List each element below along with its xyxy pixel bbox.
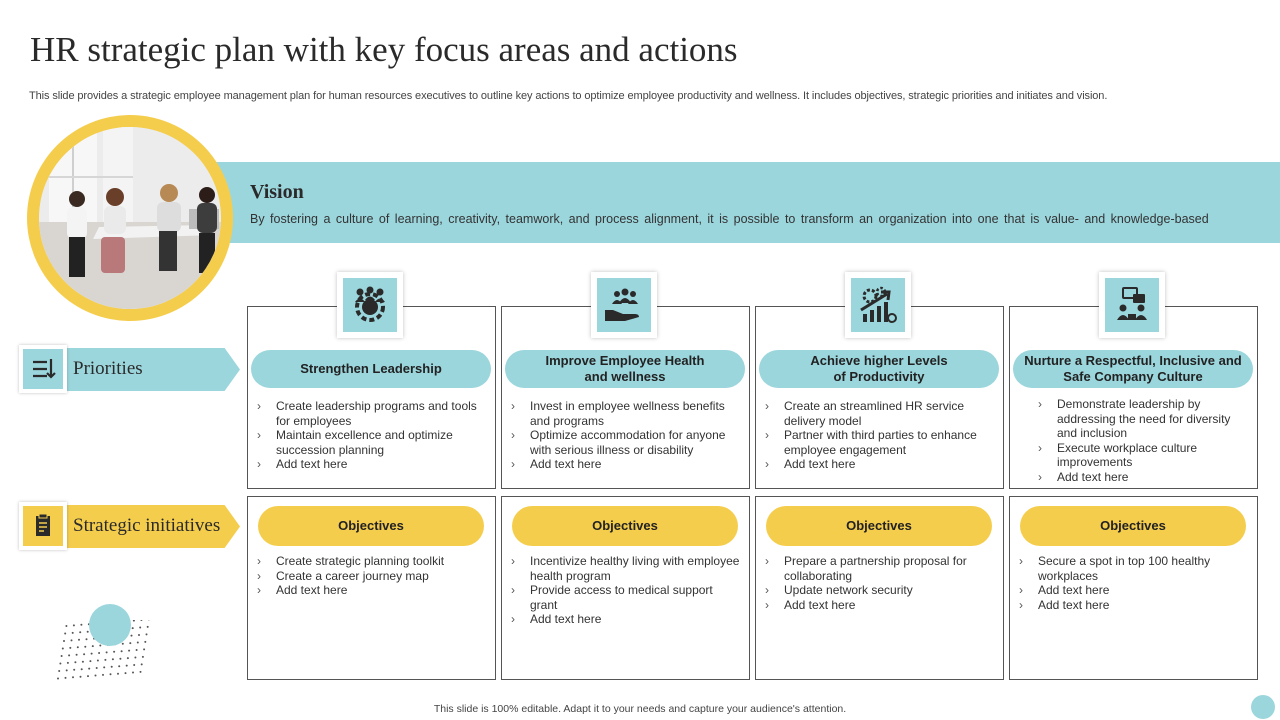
decor-dot [128,650,130,652]
priority-heading-line: and wellness [584,369,666,384]
list-item: › Create a career journey map [257,569,489,584]
decor-dot [141,663,143,665]
list-item: › Add text here [257,583,489,598]
decor-dot [133,620,135,622]
decor-dot [91,653,93,655]
corner-circle [1251,695,1275,719]
priorities-icon [29,355,57,383]
list-item: › Update network security [765,583,997,598]
decor-dot [96,667,98,669]
priority-list-1 [257,399,489,472]
team-meeting-photo [39,127,221,309]
objectives-pill-3: Objectives [766,506,992,546]
objectives-pill-2: Objectives [512,506,738,546]
list-item: › Secure a spot in top 100 healthy workplaces [1019,554,1251,583]
decor-dot [119,658,121,660]
list-item: › Add text here [765,457,997,472]
decor-dot [72,676,74,678]
priority-heading-line: Safe Company Culture [1063,369,1203,384]
clipboard-icon [29,512,57,540]
decor-dot [122,643,124,645]
list-item: › Demonstrate leadership by addressing the need for diversity and inclusion [1038,397,1250,441]
decor-dot [82,661,84,663]
priority-heading-2 [505,350,745,388]
decor-dot [126,665,128,667]
decor-dot [103,666,105,668]
decor-dot [88,668,90,670]
decor-dot [73,669,75,671]
decor-dot [86,638,88,640]
vision-band [200,162,1280,243]
list-item: › Create leadership programs and tools for employees [257,399,489,428]
priority-heading-3 [759,350,999,388]
decor-dot [74,661,76,663]
hand-people-icon [603,284,645,326]
decor-dot [83,653,85,655]
decor-dot [140,620,142,621]
decor-dot [132,672,134,674]
decor-dot [132,627,134,629]
vision-title: Vision [250,181,304,203]
priorities-icon-box [19,345,67,393]
decor-dot [102,674,104,676]
decor-dot [71,639,73,641]
decor-dot [111,666,113,668]
priority-heading-1 [251,350,491,388]
list-item: › Create an streamlined HR service delivery model [765,399,997,428]
list-item: › Maintain excellence and optimize succession planning [257,428,489,457]
objectives-pill-4: Objectives [1020,506,1246,546]
decor-dot [147,626,149,628]
decor-dot [80,624,82,626]
decor-dot [64,633,66,635]
decor-dot [73,624,75,626]
page-title: HR strategic plan with key focus areas and actions [30,30,738,69]
decor-dot [95,675,97,677]
decor-dot [139,627,141,629]
column-icon-box-2 [591,272,657,338]
decor-dot [69,647,71,649]
objective-list-3 [765,554,997,612]
decor-dot [65,677,67,679]
objective-list-2 [511,554,743,627]
priority-list-3 [765,399,997,472]
decor-dot [110,673,112,675]
decor-dot [72,632,74,634]
decor-dot [58,670,60,672]
page-subtitle: This slide provides a strategic employee management plan for human resources executives to outline key actions to optimize employee productivity and wellness. It includes objectives, strategic priorities and initiates and vision. [29,90,1108,102]
decor-dot [57,678,59,680]
decor-dot [87,631,89,633]
list-item: › Add text here [1019,583,1251,598]
meeting-people-icon [1111,284,1153,326]
decor-dot [87,675,89,677]
decorative-circle [89,604,131,646]
decor-dot [117,673,119,675]
decor-dot [92,645,94,647]
initiatives-icon-box [19,502,67,550]
decor-dot [61,655,63,657]
decor-dot [67,662,69,664]
priority-list-4 [1038,397,1250,484]
priority-heading-line: Improve Employee Health [545,353,705,368]
decor-dot [97,660,99,662]
decor-dot [63,640,65,642]
decor-dot [78,639,80,641]
decor-dot [144,641,146,643]
decor-dot [65,625,67,627]
priority-heading-4 [1013,350,1253,388]
list-item: › Add text here [257,457,489,472]
decor-dot [59,663,61,665]
initiatives-label: Strategic initiatives [73,515,221,536]
list-item: › Add text here [511,612,743,627]
list-item: › Invest in employee wellness benefits and programs [511,399,743,428]
decor-dot [134,657,136,659]
growth-chart-icon [857,284,899,326]
decor-dot [80,676,82,678]
decor-dot [112,658,114,660]
priority-heading-line: of Productivity [833,369,925,384]
decor-dot [143,648,145,650]
decor-dot [66,669,68,671]
decor-dot [84,646,86,648]
list-item: › Incentivize healthy living with employee health program [511,554,743,583]
list-item: › Create strategic planning toolkit [257,554,489,569]
list-item: › Add text here [765,598,997,613]
decor-dot [127,657,129,659]
list-item: › Add text here [511,457,743,472]
vision-text: By fostering a culture of learning, creativity, teamwork, and process alignment, it is possible to transform an organization into one that is value- and knowledge-based [250,212,1209,226]
decor-dot [125,672,127,674]
decor-dot [98,652,100,654]
decor-dot [77,646,79,648]
decor-dot [68,654,70,656]
column-icon-box-4 [1099,272,1165,338]
priorities-label: Priorities [73,358,143,379]
decor-dot [131,635,133,637]
decor-dot [140,671,142,673]
priority-list-2 [511,399,743,472]
decor-dot [138,634,140,636]
objective-list-4 [1019,554,1251,612]
leadership-team-icon [349,284,391,326]
priority-heading-line: Strengthen Leadership [300,361,442,376]
list-item: › Prepare a partnership proposal for collaborating [765,554,997,583]
decor-dot [113,651,115,653]
objectives-pill-1: Objectives [258,506,484,546]
list-item: › Partner with third parties to enhance employee engagement [765,428,997,457]
decor-dot [89,660,91,662]
column-icon-box-3 [845,272,911,338]
decor-dot [137,642,139,644]
decor-dot [79,631,81,633]
list-item: › Optimize accommodation for anyone with serious illness or disability [511,428,743,457]
decor-dot [142,656,144,658]
decor-dot [133,664,135,666]
list-item: › Execute workplace culture improvements [1038,441,1250,470]
decor-dot [104,659,106,661]
decor-dot [146,633,148,635]
objective-list-1 [257,554,489,598]
decor-dot [121,650,123,652]
decor-dot [118,665,120,667]
decor-dot [136,649,138,651]
list-item: › Add text here [1038,470,1250,485]
priority-heading-line: Nurture a Respectful, Inclusive and [1024,353,1242,368]
decor-dot [106,651,108,653]
decor-dot [129,642,131,644]
decor-dot [81,668,83,670]
list-item: › Provide access to medical support grant [511,583,743,612]
footer-note: This slide is 100% editable. Adapt it to your needs and capture your audience's attention. [433,703,847,715]
decor-dot [76,654,78,656]
list-item: › Add text here [1019,598,1251,613]
decor-dot [99,645,101,647]
priority-heading-line: Achieve higher Levels [810,353,948,368]
decor-dot [62,648,64,650]
column-icon-box-1 [337,272,403,338]
